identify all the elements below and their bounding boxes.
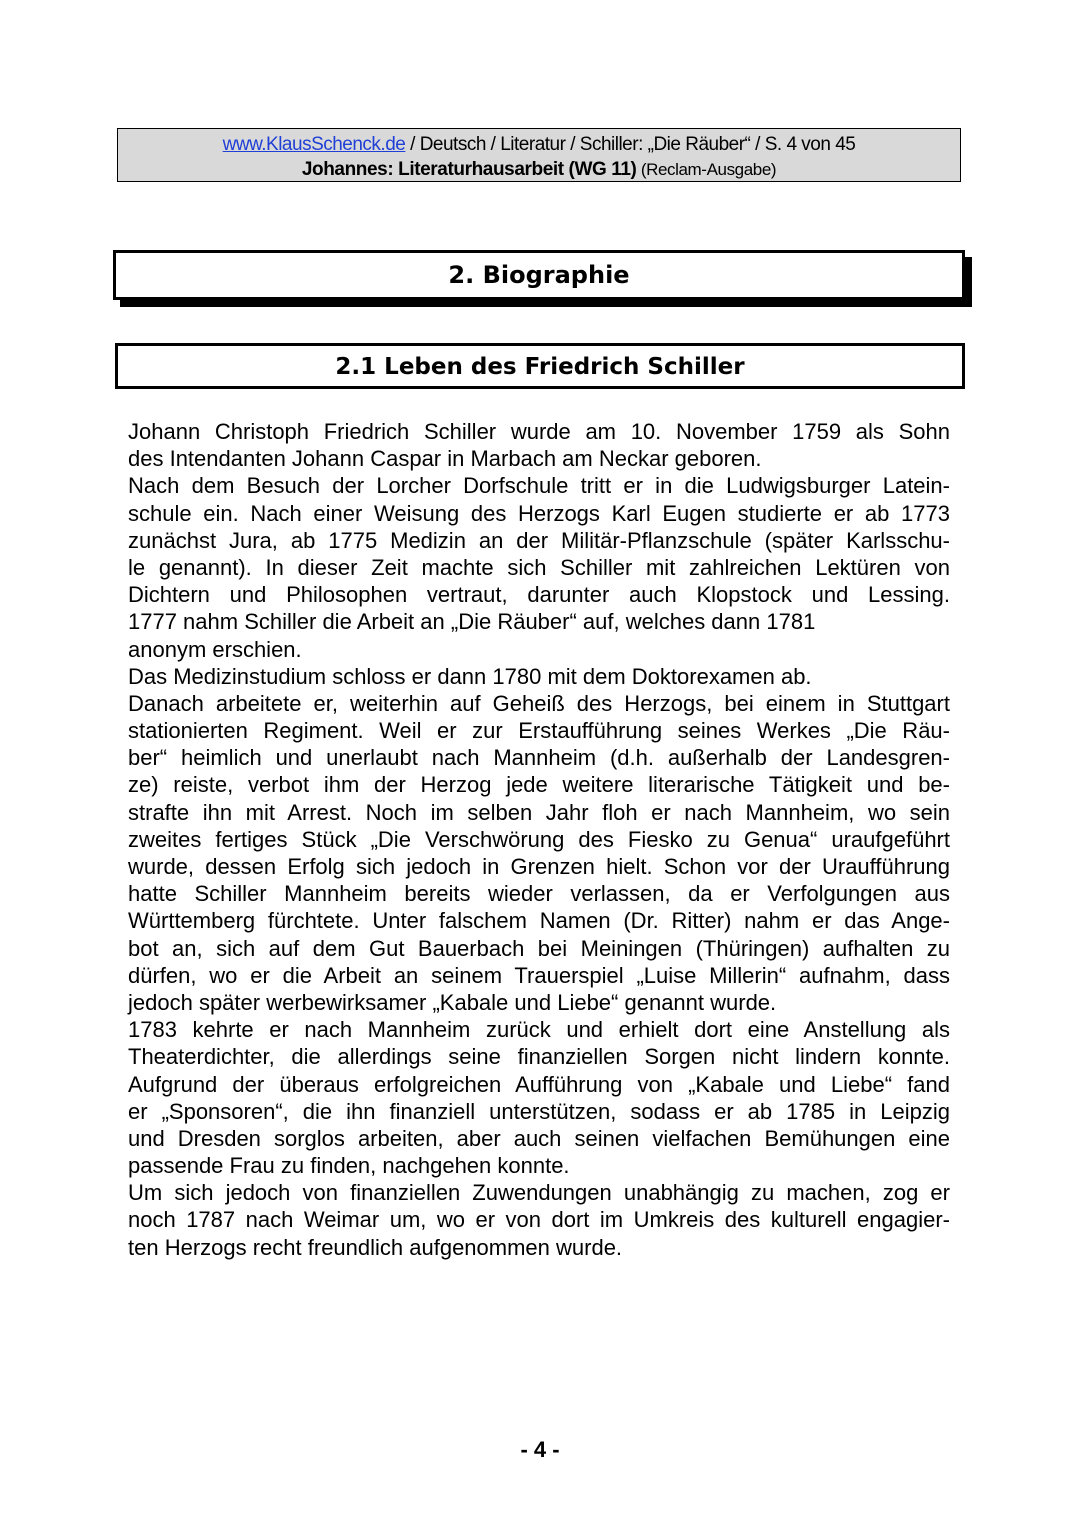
header-edition: (Reclam-Ausgabe) [636,160,777,179]
text-line: bot an, sich auf dem Gut Bauerbach bei Meiningen (Thüringen) aufhalten zu [128,935,950,961]
text-line: stationierten Regiment. Weil er zur Erstaufführung seines Werkes „Die Räu- [128,718,950,744]
text-line: Aufgrund der überaus erfolgreichen Aufführung von „Kabale und Liebe“ fand [128,1071,950,1097]
biography-text [128,418,950,1261]
page-number: - 4 - [520,1437,560,1462]
text-line: zweites fertiges Stück „Die Verschwörung des Fiesko zu Genua“ uraufgeführt [128,826,950,852]
page-header [117,128,961,182]
header-line-1 [118,132,960,157]
text-line: er „Sponsoren“, die ihn finanziell unterstützen, sodass er ab 1785 in Leipzig [128,1098,950,1124]
text-line: zunächst Jura, ab 1775 Medizin an der Militär-Pflanzschule (später Karlsschu- [128,527,950,553]
text-line: Württemberg fürchtete. Unter falschem Namen (Dr. Ritter) nahm er das Ange- [128,908,950,934]
text-line: Das Medizinstudium schloss er dann 1780 mit dem Doktorexamen ab. [128,663,812,689]
text-line: Dichtern und Philosophen vertraut, darunter auch Klopstock und Lessing. [128,582,950,608]
text-line: ze) reiste, verbot ihm der Herzog jede weitere literarische Tätigkeit und be- [128,772,950,798]
text-line: dürfen, wo er die Arbeit an seinem Trauerspiel „Luise Millerin“ aufnahm, dass [128,962,950,988]
text-line: hatte Schiller Mannheim bereits wieder verlassen, da er Verfolgungen aus [128,881,950,907]
text-line: ber“ heimlich und unerlaubt nach Mannheim (d.h. außerhalb der Landesgren- [128,745,950,771]
text-line: 1777 nahm Schiller die Arbeit an „Die Räuber“ auf, welches dann 1781 [128,609,816,635]
text-line: Nach dem Besuch der Lorcher Dorfschule tritt er in die Ludwigsburger Latein- [128,473,950,499]
text-line: wurde, dessen Erfolg sich jedoch in Grenzen hielt. Schon vor der Uraufführung [128,854,950,879]
text-line: Danach arbeitete er, weiterhin auf Geheiß des Herzogs, bei einem in Stuttgart [128,690,950,716]
text-line: Theaterdichter, die allerdings seine finanziellen Sorgen nicht lindern konnte. [128,1044,950,1070]
subsection-heading: 2.1 Leben des Friedrich Schiller [115,343,965,389]
text-line: Johann Christoph Friedrich Schiller wurde am 10. November 1759 als Sohn [128,419,950,444]
text-line: passende Frau zu finden, nachgehen konnte. [128,1153,570,1179]
text-line: anonym erschien. [128,636,302,662]
text-line: schule ein. Nach einer Weisung des Herzogs Karl Eugen studierte er ab 1773 [128,500,950,526]
text-line: jedoch später werbewirksamer „Kabale und Liebe“ genannt wurde. [128,989,777,1015]
text-line: strafte ihn mit Arrest. Noch im selben Jahr floh er nach Mannheim, wo sein [128,799,950,825]
text-line: des Intendanten Johann Caspar in Marbach am Neckar geboren. [128,446,762,472]
header-title: Johannes: Literaturhausarbeit (WG 11) [301,159,637,180]
header-path: / Deutsch / Literatur / Schiller: „Die Räuber“ / S. 4 von 45 [405,134,856,155]
website-link[interactable]: www.KlausSchenck.de [222,134,406,155]
text-line: le genannt). In dieser Zeit machte sich Schiller mit zahlreichen Lektüren von [128,554,950,580]
text-line: noch 1787 nach Weimar um, wo er von dort im Umkreis des kulturell engagier- [128,1207,950,1233]
text-line: und Dresden sorglos arbeiten, aber auch seinen vielfachen Bemühungen eine [128,1125,950,1151]
section-heading: 2. Biographie [113,250,965,300]
text-line: ten Herzogs recht freundlich aufgenommen wurde. [128,1234,623,1260]
header-line-2 [118,157,960,182]
text-line: 1783 kehrte er nach Mannheim zurück und erhielt dort eine Anstellung als [128,1017,950,1043]
text-line: Um sich jedoch von finanziellen Zuwendungen unabhängig zu machen, zog er [128,1180,950,1206]
